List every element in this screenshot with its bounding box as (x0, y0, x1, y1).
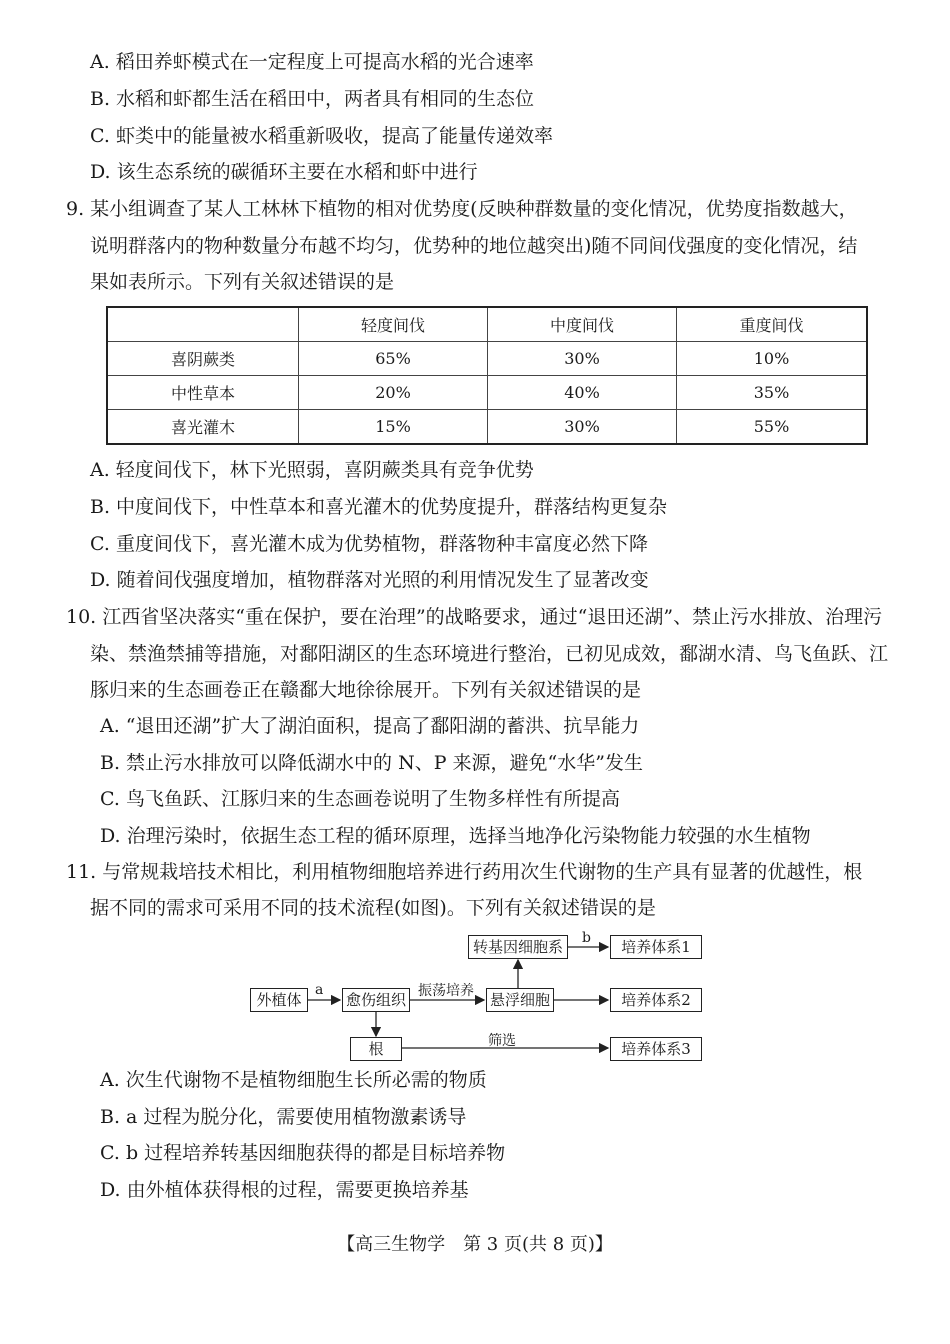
q9-data-table (106, 306, 868, 445)
q9-option-a: A. 轻度间伐下，林下光照弱，喜阴蕨类具有竞争优势 (90, 459, 534, 481)
q8-option-b: B. 水稻和虾都生活在稻田中，两者具有相同的生态位 (90, 88, 535, 110)
q8-option-a: A. 稻田养虾模式在一定程度上可提高水稻的光合速率 (90, 51, 534, 73)
table-header-cell: 中度间伐 (488, 307, 677, 342)
box-root: 根 (350, 1037, 402, 1061)
q10-option-c: C. 鸟飞鱼跃、江豚归来的生态画卷说明了生物多样性有所提高 (100, 788, 620, 810)
box-culture2: 培养体系2 (610, 988, 702, 1012)
q11-stem-line-1: 11. 与常规栽培技术相比，利用植物细胞培养进行药用次生代谢物的生产具有显著的优越性，根 (66, 861, 863, 883)
q10-option-a: A. “退田还湖”扩大了湖泊面积，提高了鄱阳湖的蓄洪、抗旱能力 (100, 715, 640, 737)
q9-option-d: D. 随着间伐强度增加，植物群落对光照的利用情况发生了显著改变 (90, 569, 649, 591)
box-culture3: 培养体系3 (610, 1037, 702, 1061)
table-cell: 15% (299, 410, 488, 445)
q11-option-d: D. 由外植体获得根的过程，需要更换培养基 (100, 1179, 469, 1201)
table-row (107, 410, 867, 445)
q11-stem-line-2: 据不同的需求可采用不同的技术流程(如图)。下列有关叙述错误的是 (90, 897, 656, 919)
q10-option-d: D. 治理污染时，依据生态工程的循环原理，选择当地净化污染物能力较强的水生植物 (100, 825, 811, 847)
table-cell: 喜光灌木 (107, 410, 299, 445)
table-cell: 30% (488, 342, 677, 376)
q10-stem-line-3: 豚归来的生态画卷正在赣鄱大地徐徐展开。下列有关叙述错误的是 (90, 679, 642, 701)
q9-stem-line-3: 果如表所示。下列有关叙述错误的是 (90, 271, 395, 293)
box-callus: 愈伤组织 (342, 988, 410, 1012)
q10-stem-line-1: 10. 江西省坚决落实“重在保护，要在治理”的战略要求，通过“退田还湖”、禁止污水排放、治理污 (66, 606, 883, 628)
q10-stem-line-2: 染、禁渔禁捕等措施，对鄱阳湖区的生态环境进行整治，已初见成效，鄱湖水清、鸟飞鱼跃、江 (90, 643, 889, 665)
table-cell: 10% (677, 342, 868, 376)
label-b: b (582, 930, 591, 946)
q11-option-b: B. a 过程为脱分化，需要使用植物激素诱导 (100, 1106, 467, 1128)
label-shake: 振荡培养 (418, 983, 474, 999)
box-suspension: 悬浮细胞 (486, 988, 554, 1012)
q9-option-b: B. 中度间伐下，中性草本和喜光灌木的优势度提升，群落结构更复杂 (90, 496, 668, 518)
box-transgenic: 转基因细胞系 (468, 935, 568, 959)
table-cell: 40% (488, 376, 677, 410)
table-cell: 20% (299, 376, 488, 410)
table-row (107, 376, 867, 410)
table-header-row (107, 307, 867, 342)
q8-option-c: C. 虾类中的能量被水稻重新吸收，提高了能量传递效率 (90, 125, 553, 147)
table-cell: 55% (677, 410, 868, 445)
table-cell: 35% (677, 376, 868, 410)
table-cell: 65% (299, 342, 488, 376)
table-header-cell: 重度间伐 (677, 307, 868, 342)
q10-option-b: B. 禁止污水排放可以降低湖水中的 N、P 来源，避免“水华”发生 (100, 752, 643, 774)
table-row (107, 342, 867, 376)
q9-option-c: C. 重度间伐下，喜光灌木成为优势植物，群落物种丰富度必然下降 (90, 533, 648, 555)
label-a: a (315, 982, 324, 998)
table-header-cell (107, 307, 299, 342)
q11-option-a: A. 次生代谢物不是植物细胞生长所必需的物质 (100, 1069, 487, 1091)
box-explant: 外植体 (250, 988, 308, 1012)
q9-stem-line-2: 说明群落内的物种数量分布越不均匀，优势种的地位越突出)随不同间伐强度的变化情况，结 (90, 235, 858, 257)
table-cell: 喜阴蕨类 (107, 342, 299, 376)
label-screen: 筛选 (488, 1033, 516, 1049)
q11-flow-diagram (248, 930, 728, 1065)
table-cell: 30% (488, 410, 677, 445)
box-culture1: 培养体系1 (610, 935, 702, 959)
table-cell: 中性草本 (107, 376, 299, 410)
q9-stem-line-1: 9. 某小组调查了某人工林林下植物的相对优势度(反映种群数量的变化情况，优势度指数越大， (66, 198, 858, 220)
table-header-cell: 轻度间伐 (299, 307, 488, 342)
q11-option-c: C. b 过程培养转基因细胞获得的都是目标培养物 (100, 1142, 506, 1164)
page-footer: 【高三生物学 第 3 页(共 8 页)】 (337, 1234, 613, 1255)
q8-option-d: D. 该生态系统的碳循环主要在水稻和虾中进行 (90, 161, 478, 183)
